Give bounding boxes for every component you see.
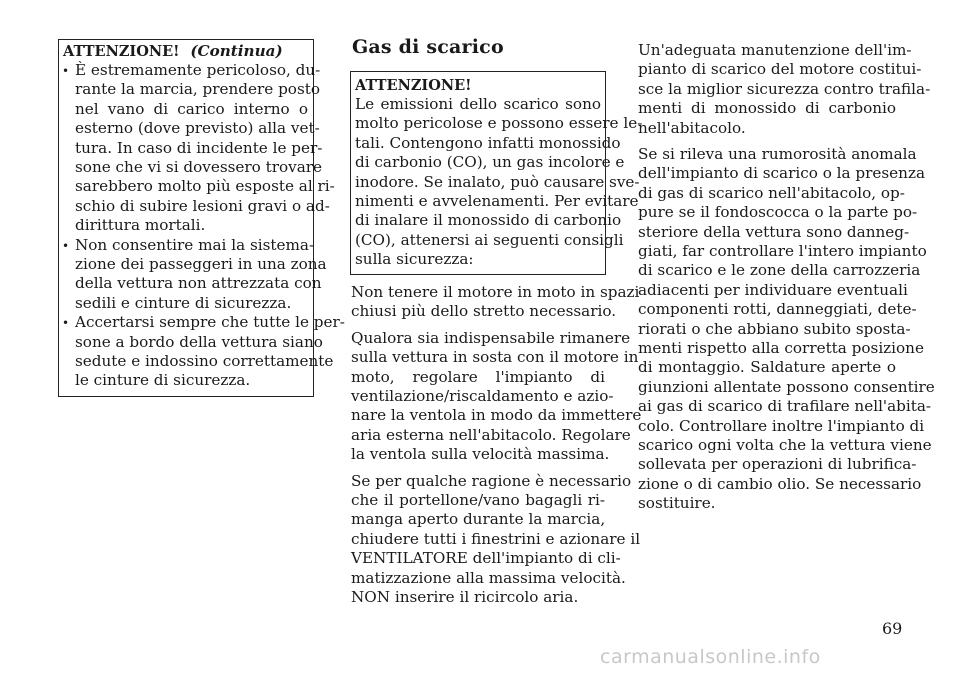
right-paragraph-line: adiacenti per individuare eventuali (638, 280, 908, 299)
middle-paragraph-line: chiusi più dello stretto necessario. (351, 302, 617, 321)
section-title: Gas di scarico (352, 36, 504, 58)
warning-heading-continued (63, 42, 309, 61)
warning-bullet-line: schio di subire lesioni gravi o ad- (75, 196, 330, 215)
bullet-dot: • (62, 316, 70, 331)
exhaust-warning-heading: ATTENZIONE! (355, 77, 472, 94)
middle-paragraph-line: la ventola sulla velocità massima. (351, 445, 610, 464)
page-number: 69 (882, 619, 903, 638)
right-paragraph-line: zione o di cambio olio. Se necessario (638, 474, 922, 493)
bullet-dot: • (62, 238, 70, 253)
middle-paragraph-line: che il portellone/vano bagagli ri- (351, 491, 605, 509)
middle-paragraph-line: nare la ventola in modo da immettere (351, 406, 642, 425)
exhaust-warning-line: Le emissioni dello scarico sono (355, 95, 601, 113)
right-paragraph-line: di gas di scarico nell'abitacolo, op- (638, 183, 905, 202)
right-paragraph-line: riorati o che abbiano subito sposta- (638, 319, 911, 338)
exhaust-warning-line: (CO), attenersi ai seguenti consigli (355, 230, 624, 249)
exhaust-warning-line: inodore. Se inalato, può causare sve- (355, 172, 640, 191)
middle-paragraph-line: ventilazione/riscaldamento e azio- (351, 387, 614, 405)
right-paragraph-line: pure se il fondoscocca o la parte po- (638, 203, 918, 222)
right-paragraph-line: di scarico e le zone della carrozzeria (638, 261, 921, 280)
right-paragraph-line: giunzioni allentate possono consentire (638, 377, 935, 396)
warning-bullet-line: zione dei passeggeri in una zona (75, 255, 327, 273)
warning-bullet-line: rante la marcia, prendere posto (75, 80, 320, 99)
warning-bullet-line: sone che vi si dovessero trovare (75, 158, 323, 176)
exhaust-warning-line: sulla sicurezza: (355, 250, 474, 269)
right-paragraph-line: sce la miglior sicurezza contro trafila- (638, 79, 931, 98)
watermark-text: carmanualsonline.info (600, 646, 821, 668)
right-paragraph-line: sostituire. (638, 494, 716, 513)
warning-bullet-line: dirittura mortali. (75, 216, 206, 235)
right-paragraph-line: sollevata per operazioni di lubrifica- (638, 455, 917, 474)
warning-bullet-line: nel vano di carico interno o (75, 99, 308, 118)
warning-bullet-line: sone a bordo della vettura siano (75, 332, 323, 351)
warning-bullet-line: sarebbero molto più esposte al ri- (75, 177, 335, 196)
exhaust-warning-line: di carbonio (CO), un gas incolore e (355, 153, 625, 172)
exhaust-warning-line: di inalare il monossido di carbonio (355, 211, 622, 230)
middle-paragraph-line: sulla vettura in sosta con il motore in (351, 348, 639, 367)
right-paragraph-line: Se si rileva una rumorosità anomala (638, 145, 917, 163)
right-paragraph-line: menti rispetto alla corretta posizione (638, 339, 924, 357)
warning-bullet-line: le cinture di sicurezza. (75, 371, 251, 390)
middle-paragraph-line: Qualora sia indispensabile rimanere (351, 328, 631, 347)
warning-bullet-line: sedili e cinture di sicurezza. (75, 293, 292, 312)
right-paragraph-line: componenti rotti, danneggiati, dete- (638, 300, 917, 319)
middle-paragraph-line: NON inserire il ricircolo aria. (351, 588, 579, 606)
right-paragraph-line: menti di monossido di carbonio (638, 99, 896, 118)
middle-paragraph-line: chiudere tutti i finestrini e azionare il (351, 529, 641, 548)
warning-bullet-line: Accertarsi sempre che tutte le per- (75, 313, 345, 332)
right-paragraph-line: giati, far controllare l'intero impianto (638, 242, 927, 260)
middle-paragraph-line: moto, regolare l'impianto di (351, 367, 605, 386)
middle-paragraph-line: Se per qualche ragione è necessario (351, 471, 632, 490)
right-paragraph-line: steriore della vettura sono danneg- (638, 222, 910, 241)
middle-paragraph-line: manga aperto durante la marcia, (351, 510, 606, 529)
middle-paragraph-line: VENTILATORE dell'impianto di cli- (351, 549, 621, 568)
right-paragraph-line: di montaggio. Saldature aperte o (638, 358, 896, 377)
warning-bullet-line: tura. In caso di incidente le per- (75, 138, 323, 157)
right-paragraph-line: scarico ogni volta che la vettura viene (638, 436, 932, 454)
exhaust-warning-line: molto pericolose e possono essere le- (355, 114, 643, 133)
right-paragraph-line: ai gas di scarico di trafilare nell'abita- (638, 397, 932, 416)
middle-paragraph-line: matizzazione alla massima velocità. (351, 568, 626, 587)
warning-bullet-line: È estremamente pericoloso, du- (75, 61, 321, 79)
right-paragraph-line: pianto di scarico del motore costitui- (638, 60, 922, 79)
warning-heading: ATTENZIONE! (63, 43, 180, 60)
right-paragraph-line: colo. Controllare inoltre l'impianto di (638, 416, 925, 435)
warning-bullet-line: Non consentire mai la sistema- (75, 235, 315, 254)
exhaust-warning-line: tali. Contengono infatti monossido (355, 133, 621, 152)
bullet-dot: • (62, 64, 70, 78)
warning-bullet-line: della vettura non attrezzata con (75, 274, 322, 293)
middle-paragraph-line: Non tenere il motore in moto in spazi (351, 283, 640, 301)
right-paragraph-line: nell'abitacolo. (638, 118, 746, 137)
continued-label: (Continua) (190, 42, 283, 60)
right-paragraph-line: dell'impianto di scarico o la presenza (638, 164, 926, 183)
middle-paragraph-line: aria esterna nell'abitacolo. Regolare (351, 425, 631, 444)
exhaust-warning-line: nimenti e avvelenamenti. Per evitare (355, 192, 639, 210)
warning-bullet-line: esterno (dove previsto) alla vet- (75, 119, 320, 138)
right-paragraph-line: Un'adeguata manutenzione dell'im- (638, 41, 912, 59)
warning-bullet-line: sedute e indossino correttamente (75, 352, 334, 370)
